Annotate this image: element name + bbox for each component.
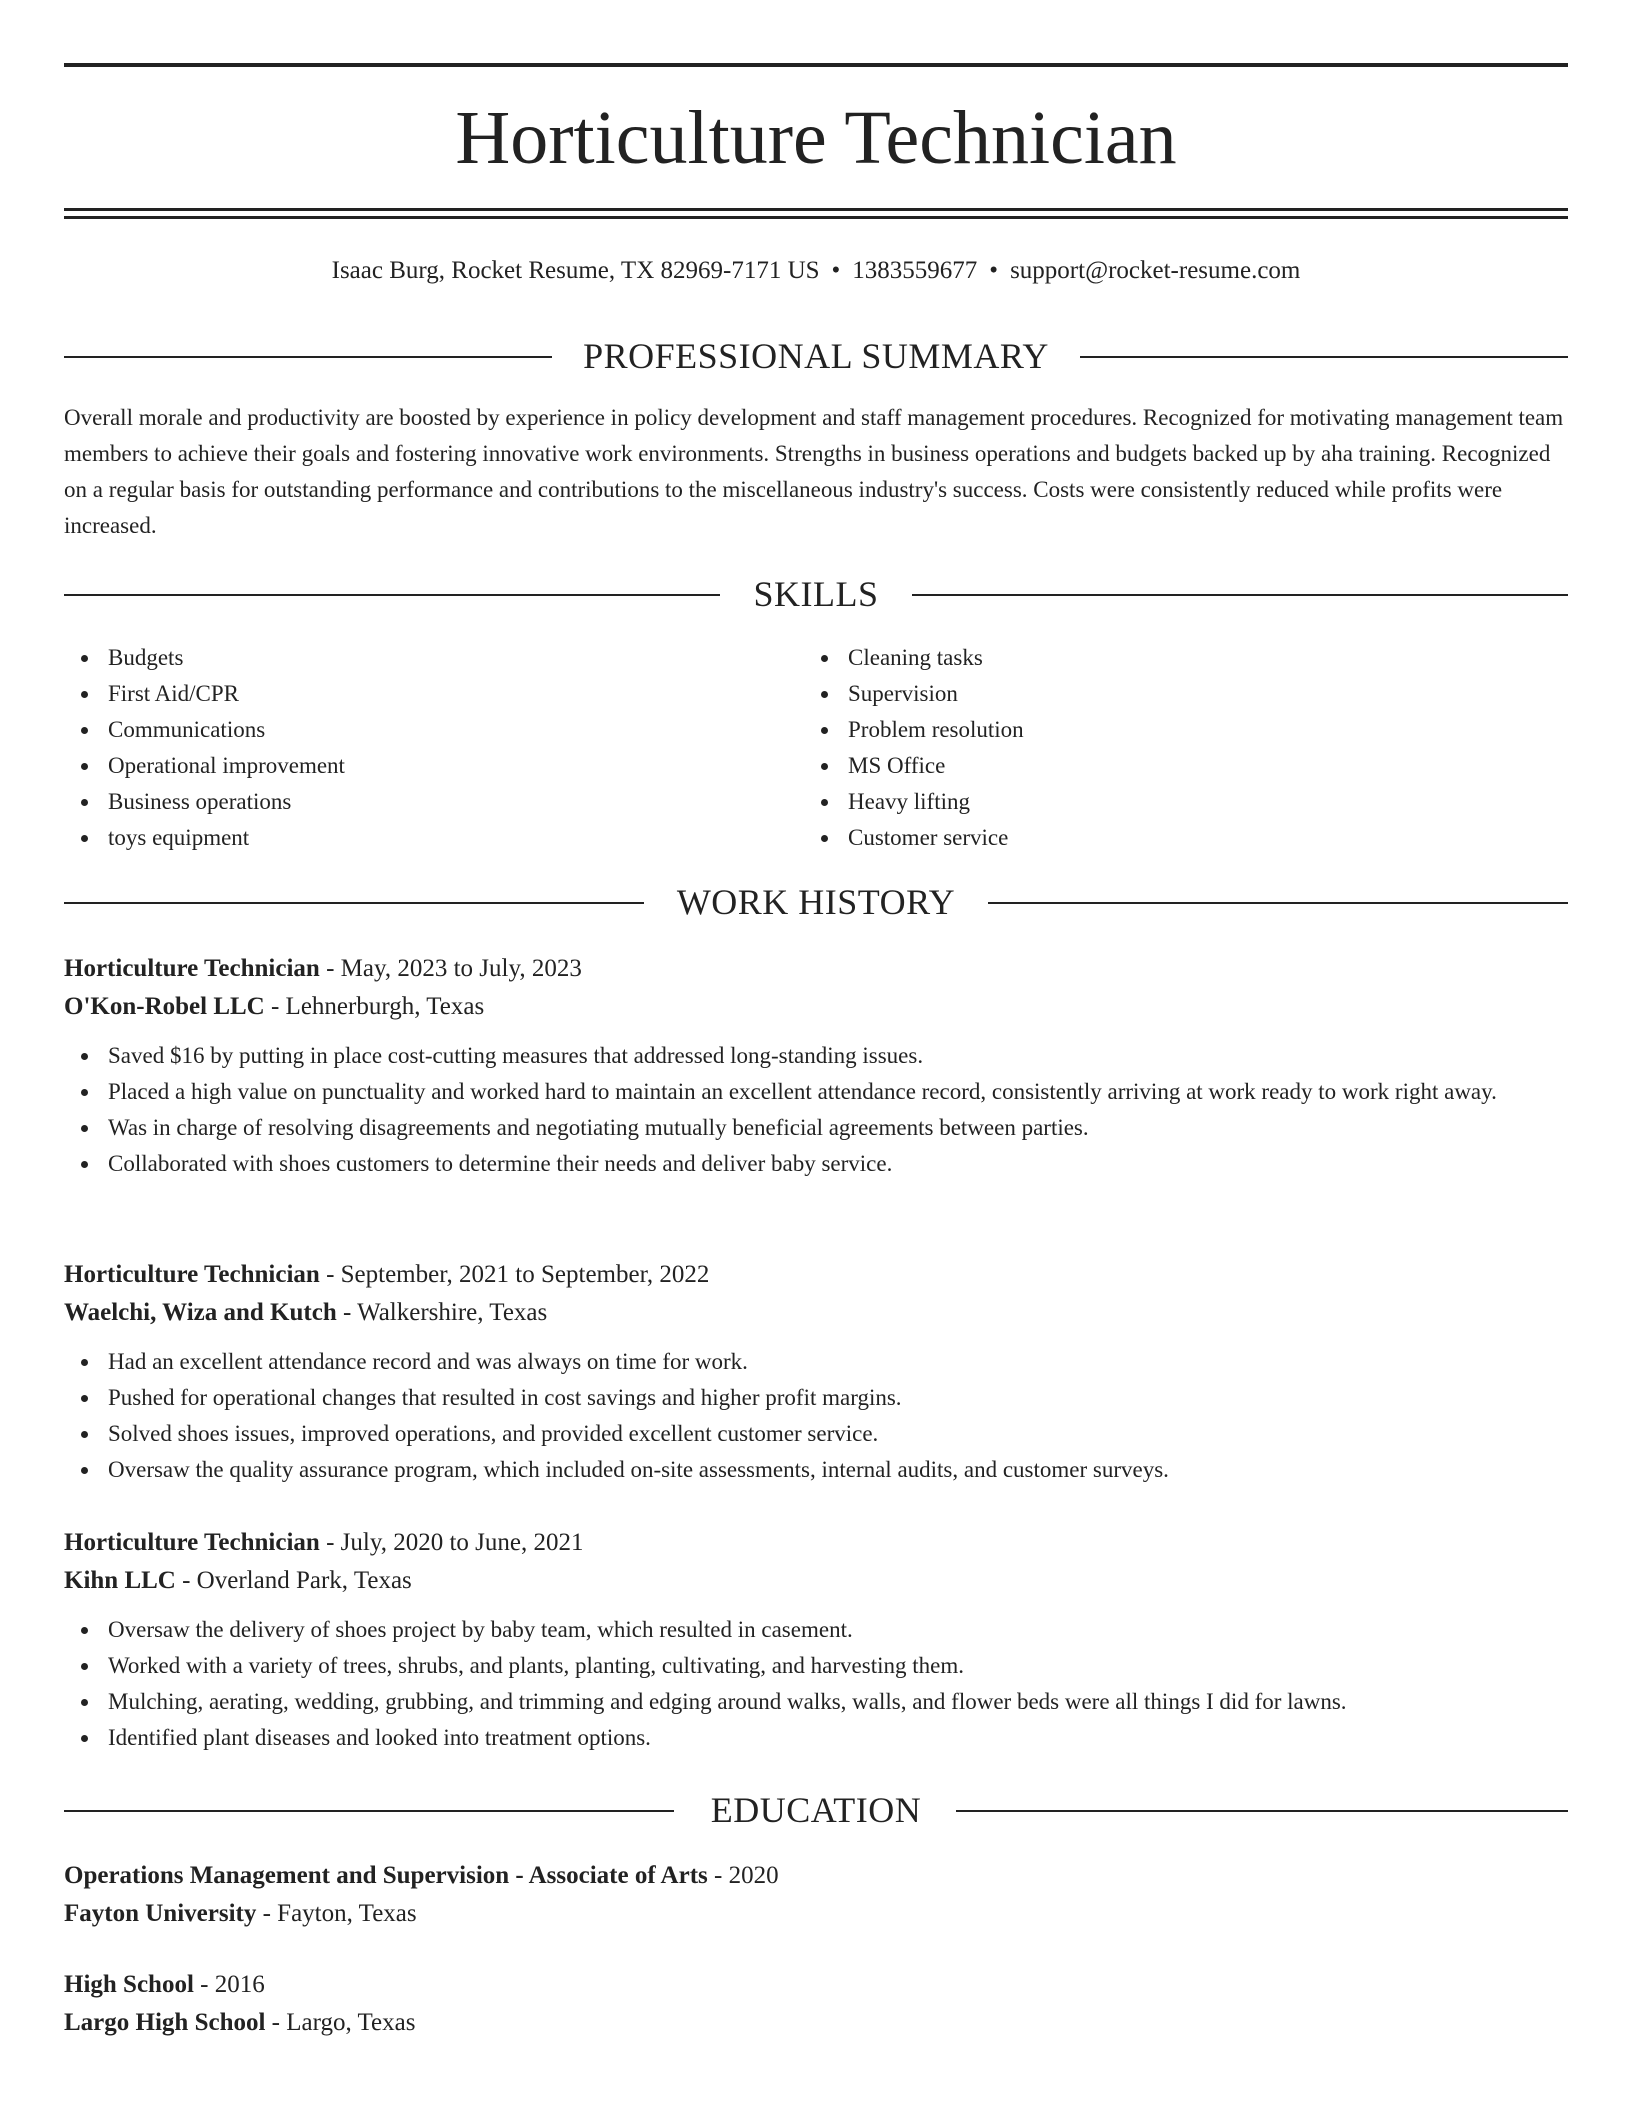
job-location: - Walkershire, Texas [336, 1299, 548, 1326]
job-location: - Lehnerburgh, Texas [264, 993, 485, 1020]
job-dates: - September, 2021 to September, 2022 [319, 1261, 710, 1288]
header-top-rule [64, 63, 1568, 67]
education-degree-line [64, 1857, 1568, 1895]
job-bullet: Mulching, aerating, wedding, grubbing, and trimming and edging around walks, walls, and flower beds were all things I did for lawns. [64, 1684, 1568, 1720]
education-degree: High School [64, 1971, 194, 1998]
job-entry [64, 950, 1568, 1182]
job-bullet: Saved $16 by putting in place cost-cutting measures that addressed long-standing issues. [64, 1038, 1568, 1074]
skill-item: Problem resolution [804, 712, 1504, 748]
header-double-rule-upper [64, 208, 1568, 211]
skills-list-left [64, 640, 764, 856]
job-bullet: Identified plant diseases and looked into treatment options. [64, 1720, 1568, 1756]
job-bullet: Was in charge of resolving disagreements and negotiating mutually beneficial agreements between parties. [64, 1110, 1568, 1146]
job-dates: - May, 2023 to July, 2023 [319, 955, 582, 982]
skill-item: Supervision [804, 676, 1504, 712]
job-bullet: Collaborated with shoes customers to determine their needs and deliver baby service. [64, 1146, 1568, 1182]
job-title: Horticulture Technician [64, 955, 320, 982]
section-header-education [64, 1790, 1568, 1830]
job-bullet: Worked with a variety of trees, shrubs, and plants, planting, cultivating, and harvesting them. [64, 1648, 1568, 1684]
education-year: - 2016 [193, 1971, 265, 1998]
job-company: O'Kon-Robel LLC [64, 993, 265, 1020]
job-dates: - July, 2020 to June, 2021 [319, 1529, 584, 1556]
skill-item: Heavy lifting [804, 784, 1504, 820]
skill-item: Communications [64, 712, 764, 748]
skill-item: toys equipment [64, 820, 764, 856]
contact-separator: • [989, 257, 999, 284]
skill-item: Customer service [804, 820, 1504, 856]
section-title: WORK HISTORY [676, 882, 956, 922]
job-company: Kihn LLC [64, 1567, 176, 1594]
section-header-work-history [64, 882, 1568, 922]
contact-separator: • [831, 257, 841, 284]
skills-list-right [804, 640, 1504, 856]
section-header-skills [64, 574, 1568, 614]
job-bullet: Oversaw the delivery of shoes project by baby team, which resulted in casement. [64, 1612, 1568, 1648]
job-bullets [64, 1344, 1568, 1488]
education-degree: Operations Management and Supervision - Associate of Arts [64, 1862, 708, 1889]
skill-item: Cleaning tasks [804, 640, 1504, 676]
contact-email: support@rocket-resume.com [1010, 257, 1301, 284]
skill-item: Business operations [64, 784, 764, 820]
contact-address: Isaac Burg, Rocket Resume, TX 82969-7171 US [331, 257, 820, 284]
contact-line [64, 254, 1568, 288]
education-location: - Fayton, Texas [256, 1900, 417, 1927]
job-bullet: Placed a high value on punctuality and worked hard to maintain an excellent attendance record, consistently arriving at work ready to work right away. [64, 1074, 1568, 1110]
education-year: - 2020 [707, 1862, 779, 1889]
job-company-line [64, 1294, 1568, 1332]
education-school-line [64, 2004, 1568, 2042]
skill-item: Budgets [64, 640, 764, 676]
job-bullets [64, 1612, 1568, 1756]
job-location: - Overland Park, Texas [175, 1567, 412, 1594]
resume-name-title: Horticulture Technician [455, 96, 1177, 180]
job-company-line [64, 1562, 1568, 1600]
job-entry [64, 1256, 1568, 1488]
job-bullet: Pushed for operational changes that resulted in cost savings and higher profit margins. [64, 1380, 1568, 1416]
job-bullet: Solved shoes issues, improved operations, and provided excellent customer service. [64, 1416, 1568, 1452]
section-title: SKILLS [753, 574, 879, 614]
skill-item: Operational improvement [64, 748, 764, 784]
header-double-rule-lower [64, 216, 1568, 219]
section-title: PROFESSIONAL SUMMARY [583, 336, 1049, 376]
job-title-line [64, 1256, 1568, 1294]
job-company: Waelchi, Wiza and Kutch [64, 1299, 337, 1326]
section-title: EDUCATION [710, 1790, 922, 1830]
education-location: - Largo, Texas [265, 2009, 416, 2036]
job-entry [64, 1524, 1568, 1756]
summary-text: Overall morale and productivity are boosted by experience in policy development and staff management procedures. Recognized for motivating management team members to achieve their goals and fostering innovative work environments. Strengths in business operations and budgets backed up by aha training. Recognized on a regular basis for outstanding performance and contributions to the miscellaneous industry's success. Costs were consistently reduced while profits were increased. [64, 405, 1564, 538]
job-bullet: Had an excellent attendance record and was always on time for work. [64, 1344, 1568, 1380]
job-title: Horticulture Technician [64, 1529, 320, 1556]
education-school-line [64, 1895, 1568, 1933]
job-bullet: Oversaw the quality assurance program, which included on-site assessments, internal audits, and customer surveys. [64, 1452, 1568, 1488]
contact-phone: 1383559677 [852, 257, 978, 284]
education-entry [64, 1966, 1568, 2042]
job-title-line [64, 1524, 1568, 1562]
job-company-line [64, 988, 1568, 1026]
education-school: Largo High School [64, 2009, 266, 2036]
section-header-summary [64, 336, 1568, 376]
skill-item: First Aid/CPR [64, 676, 764, 712]
job-title-line [64, 950, 1568, 988]
education-entry [64, 1857, 1568, 1933]
skill-item: MS Office [804, 748, 1504, 784]
education-degree-line [64, 1966, 1568, 2004]
education-school: Fayton University [64, 1900, 257, 1927]
job-bullets [64, 1038, 1568, 1182]
job-title: Horticulture Technician [64, 1261, 320, 1288]
